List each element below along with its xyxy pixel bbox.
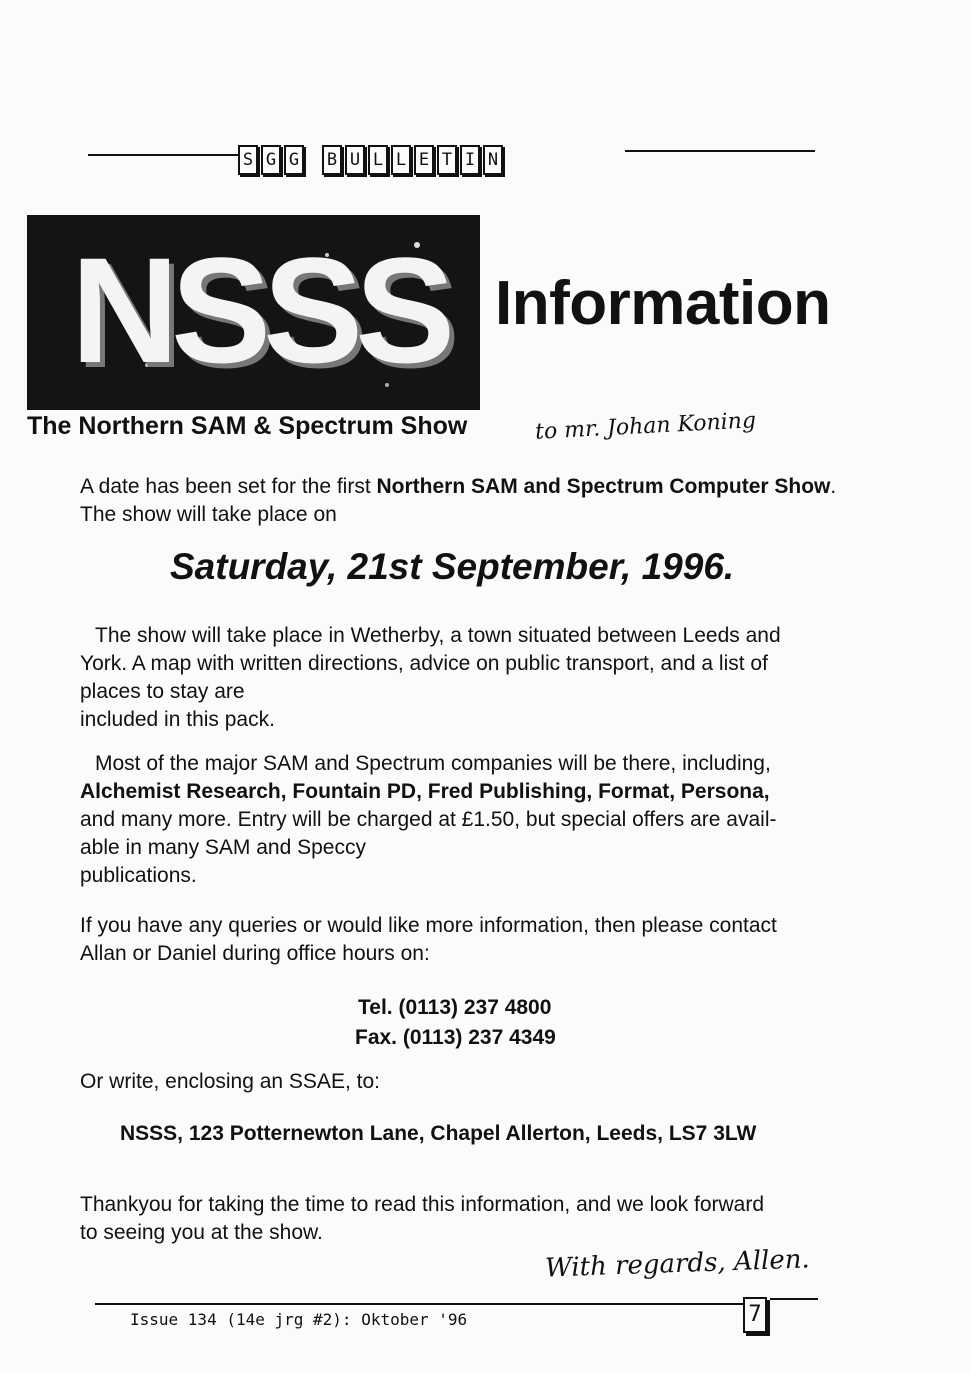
- bulletin-tile: N: [483, 145, 503, 175]
- intro-bold: Northern SAM and Spectrum Computer Show: [376, 475, 831, 498]
- companies-line: publications.: [80, 864, 197, 887]
- bulletin-title: [238, 145, 503, 175]
- location-line: York. A map with written directions, advice on public transport, and a list of: [80, 652, 768, 675]
- bulletin-tile: E: [414, 145, 434, 175]
- signature: With regards, Allen.: [544, 1244, 811, 1284]
- bulletin-tile: G: [261, 145, 281, 175]
- footer-rule-right: [770, 1298, 818, 1300]
- location-line: included in this pack.: [80, 708, 275, 731]
- location-line: places to stay are: [80, 680, 245, 703]
- page-number: 7: [743, 1297, 767, 1333]
- companies-list: Alchemist Research, Fountain PD, Fred Publishing, Format, Persona,: [80, 780, 770, 803]
- header-rule-right: [625, 150, 815, 152]
- bulletin-tile: S: [238, 145, 258, 175]
- show-name: The Northern SAM & Spectrum Show: [27, 412, 468, 440]
- contact-line: If you have any queries or would like more information, then please contact: [80, 914, 777, 937]
- bulletin-tile: L: [368, 145, 388, 175]
- contact-line: Allan or Daniel during office hours on:: [80, 942, 430, 965]
- bulletin-tile: G: [284, 145, 304, 175]
- intro-text-end: . The show will take place on: [80, 475, 837, 526]
- companies-line: and many more. Entry will be charged at £1.50, but special offers are avail-: [80, 808, 777, 831]
- nsss-logo: [27, 215, 480, 410]
- logo-text: NSSS: [70, 226, 448, 394]
- page-title: Information: [495, 269, 831, 338]
- companies-line: able in many SAM and Speccy: [80, 836, 366, 859]
- bulletin-tile: T: [437, 145, 457, 175]
- closing-line: Thankyou for taking the time to read this information, and we look forward: [80, 1193, 765, 1216]
- footer-issue: Issue 134 (14e jrg #2): Oktober '96: [130, 1310, 468, 1329]
- closing-line: to seeing you at the show.: [80, 1221, 323, 1244]
- contact-fax: Fax. (0113) 237 4349: [355, 1026, 556, 1049]
- bulletin-tile: I: [460, 145, 480, 175]
- contact-write: Or write, enclosing an SSAE, to:: [80, 1070, 380, 1093]
- bulletin-tile: L: [391, 145, 411, 175]
- intro-paragraph: [80, 473, 860, 529]
- show-date: Saturday, 21st September, 1996.: [170, 546, 735, 587]
- companies-line: Most of the major SAM and Spectrum companies will be there, including,: [95, 752, 771, 775]
- intro-text: A date has been set for the first: [80, 475, 377, 498]
- bulletin-tile: U: [345, 145, 365, 175]
- contact-tel: Tel. (0113) 237 4800: [358, 996, 552, 1019]
- handwritten-dedication: to mr. Johan Koning: [534, 408, 757, 445]
- location-line: The show will take place in Wetherby, a town situated between Leeds and: [95, 624, 781, 647]
- contact-address: NSSS, 123 Potternewton Lane, Chapel Allerton, Leeds, LS7 3LW: [120, 1122, 757, 1145]
- footer-rule-left: [95, 1303, 743, 1305]
- header-rule-left: [88, 154, 238, 156]
- bulletin-tile: B: [322, 145, 342, 175]
